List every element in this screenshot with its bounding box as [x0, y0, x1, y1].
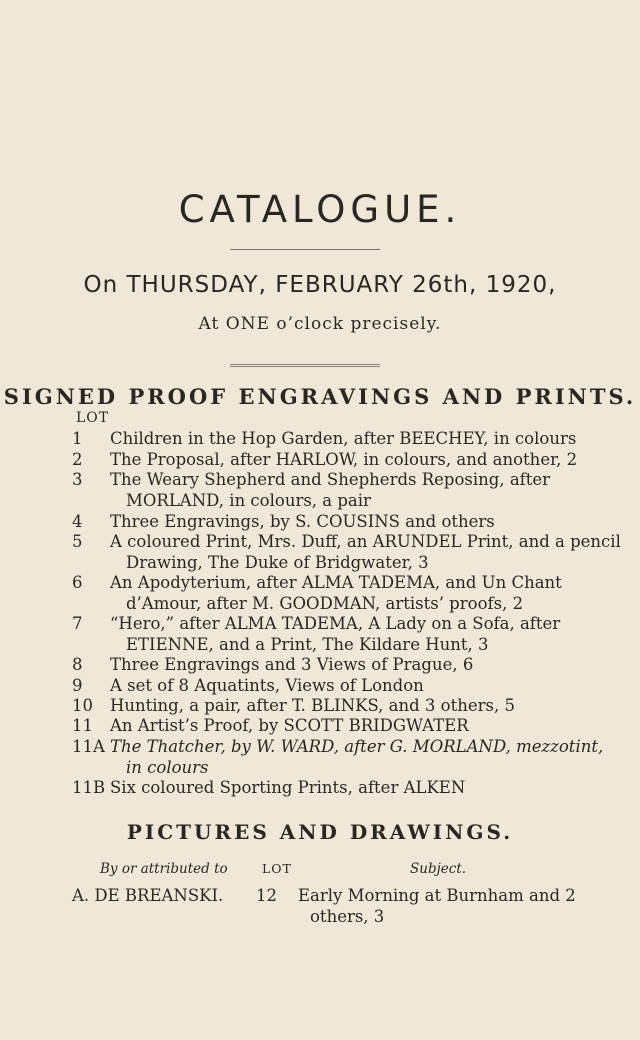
- picture-subject-line: Early Morning at Burnham and 2: [298, 886, 576, 905]
- catalogue-title: CATALOGUE.: [178, 188, 462, 231]
- lot-description-continued: Drawing, The Duke of Bridgwater, 3: [126, 552, 429, 572]
- section-heading-pictures: PICTURES AND DRAWINGS.: [126, 820, 514, 844]
- lot-number: 5: [72, 532, 83, 551]
- column-head-lot: LOT: [262, 861, 292, 876]
- lot-column-label: LOT: [76, 410, 110, 426]
- lot-number: 10: [72, 696, 93, 715]
- lot-number: 3: [72, 470, 83, 489]
- section-heading-engravings: SIGNED PROOF ENGRAVINGS AND PRINTS.: [3, 384, 637, 409]
- picture-artist: A. DE BREANSKI.: [72, 886, 224, 905]
- lot-description: The Weary Shepherd and Shepherds Reposing, after: [110, 470, 551, 489]
- picture-lot-number: 12: [256, 886, 277, 905]
- column-head-artist: By or attributed to: [100, 861, 228, 877]
- lot-number: 1: [72, 429, 83, 448]
- lot-description-continued: d’Amour, after M. GOODMAN, artists’ proofs, 2: [126, 593, 524, 613]
- lot-description: A set of 8 Aquatints, Views of London: [110, 676, 424, 695]
- title-rule: [230, 249, 380, 250]
- lot-number: 9: [72, 676, 83, 695]
- lot-description: “Hero,” after ALMA TADEMA, A Lady on a Sofa, after: [110, 614, 561, 633]
- lot-description: Three Engravings, by S. COUSINS and others: [110, 512, 495, 531]
- lot-number: 7: [72, 614, 83, 633]
- lot-description-continued: in colours: [126, 757, 209, 777]
- lot-description: A coloured Print, Mrs. Duff, an ARUNDEL Print, and a pencil: [110, 532, 621, 551]
- lot-number: 11A: [72, 737, 105, 756]
- lot-description: Three Engravings and 3 Views of Prague, 6: [110, 655, 474, 674]
- column-head-subject: Subject.: [410, 861, 467, 877]
- picture-subject-line: others, 3: [310, 907, 385, 926]
- lot-description-continued: MORLAND, in colours, a pair: [126, 490, 371, 510]
- lot-description-continued: ETIENNE, and a Print, The Kildare Hunt, 3: [126, 634, 489, 654]
- lot-number: 8: [72, 655, 83, 674]
- lot-description: Children in the Hop Garden, after BEECHEY, in colours: [110, 429, 577, 448]
- lot-number: 11: [72, 716, 93, 735]
- lot-number: 11B: [72, 778, 106, 797]
- lot-number: 4: [72, 512, 83, 531]
- lot-description: Hunting, a pair, after T. BLINKS, and 3 others, 5: [110, 696, 515, 715]
- lot-number: 6: [72, 573, 83, 592]
- lot-number: 2: [72, 450, 83, 469]
- lot-description: The Proposal, after HARLOW, in colours, and another, 2: [110, 450, 578, 469]
- lot-description: Six coloured Sporting Prints, after ALKEN: [110, 778, 466, 797]
- auction-date: On THURSDAY, FEBRUARY 26th, 1920,: [83, 272, 557, 298]
- lot-description: The Thatcher, by W. WARD, after G. MORLAND, mezzotint,: [110, 737, 604, 756]
- lot-description: An Artist’s Proof, by SCOTT BRIDGWATER: [110, 716, 469, 735]
- auction-time: At ONE o’clock precisely.: [198, 314, 442, 334]
- lot-description: An Apodyterium, after ALMA TADEMA, and Un Chant: [110, 573, 562, 592]
- date-rule: [230, 364, 380, 367]
